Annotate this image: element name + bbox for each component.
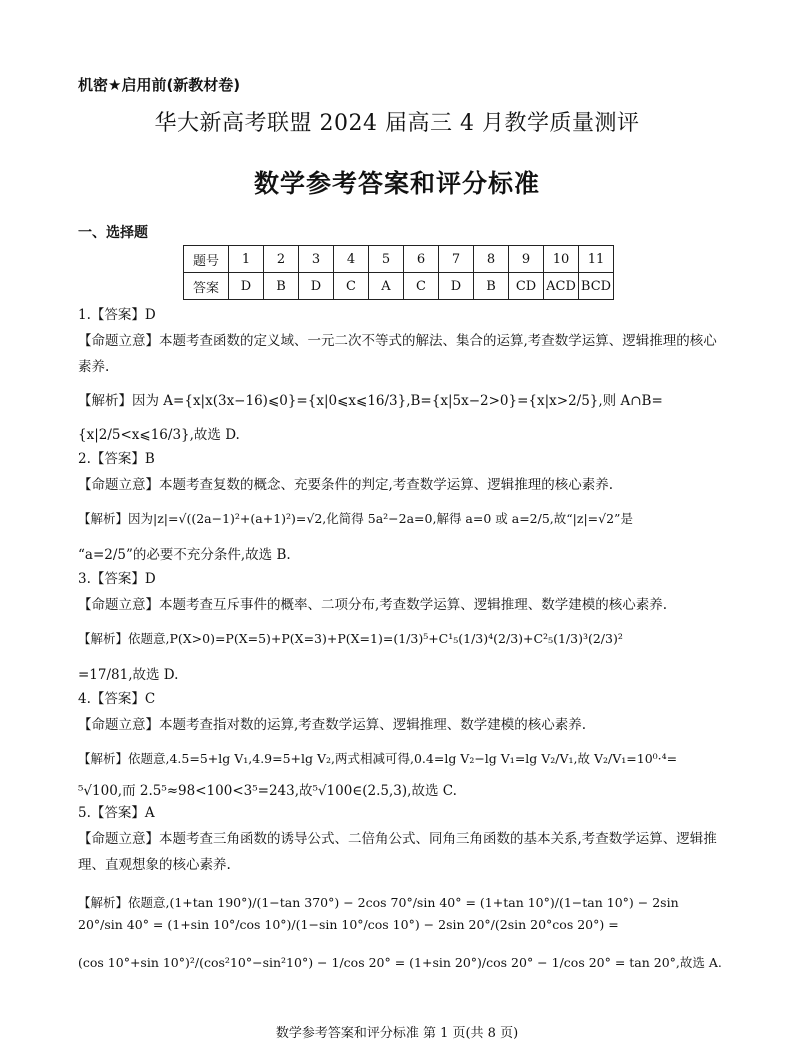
table-cell: D — [229, 273, 264, 300]
table-cell: 6 — [404, 246, 439, 273]
question-intent: 【命题立意】本题考查复数的概念、充要条件的判定,考查数学运算、逻辑推理的核心素养. — [78, 477, 614, 493]
table-cell: D — [439, 273, 474, 300]
question-intent: 【命题立意】本题考查三角函数的诱导公式、二倍角公式、同角三角函数的基本关系,考查数学运算、逻辑推理、直观想象的核心素养. — [78, 831, 717, 873]
table-cell: B — [264, 273, 299, 300]
question-answer: 5.【答案】A — [78, 805, 155, 821]
table-header-a: 答案 — [184, 273, 229, 300]
table-cell: 8 — [474, 246, 509, 273]
question-analysis: 【解析】因为 A={x|x(3x−16)⩽0}={x|0⩽x⩽16/3},B={x|5x−2>0}={x|x>2/5},则 A∩B= — [78, 393, 663, 409]
document-title: 华大新高考联盟 2024 届高三 4 月教学质量测评 — [154, 111, 640, 136]
table-cell: 11 — [579, 246, 614, 273]
question-analysis: 【解析】依题意,(1+tan 190°)/(1−tan 370°) − 2cos 70°/sin 40° = (1+tan 10°)/(1−tan 10°) − 2sin 20°/sin 40° = (1+sin 10°/cos 10°)/(1−sin 10°/cos 10°) − 2sin 20°/(2sin 20°cos 20°) = — [78, 895, 679, 932]
question-5 — [78, 800, 722, 976]
question-analysis-cont: ⁵√100,而 2.5⁵≈98<100<3⁵=243,故⁵√100∈(2.5,3),故选 C. — [78, 783, 457, 799]
question-analysis-cont: =17/81,故选 D. — [78, 667, 179, 683]
table-cell: C — [334, 273, 369, 300]
table-cell: 3 — [299, 246, 334, 273]
question-analysis: 【解析】因为|z|=√((2a−1)²+(a+1)²)=√2,化简得 5a²−2a=0,解得 a=0 或 a=2/5,故“|z|=√2”是 — [78, 511, 633, 526]
question-4 — [78, 686, 718, 804]
question-intent: 【命题立意】本题考查指对数的运算,考查数学运算、逻辑推理、数学建模的核心素养. — [78, 717, 587, 733]
table-cell: BCD — [579, 273, 614, 300]
table-cell: C — [404, 273, 439, 300]
table-cell: 2 — [264, 246, 299, 273]
question-3 — [78, 566, 718, 688]
question-1 — [78, 302, 718, 448]
question-intent: 【命题立意】本题考查函数的定义域、一元二次不等式的解法、集合的运算,考查数学运算、逻辑推理的核心素养. — [78, 333, 717, 375]
question-analysis: 【解析】依题意,4.5=5+lg V₁,4.9=5+lg V₂,两式相减可得,0.4=lg V₂−lg V₁=lg V₂/V₁,故 V₂/V₁=10⁰·⁴= — [78, 751, 678, 766]
question-answer: 4.【答案】C — [78, 691, 156, 707]
table-cell: 1 — [229, 246, 264, 273]
table-cell: 7 — [439, 246, 474, 273]
question-analysis-cont: (cos 10°+sin 10°)²/(cos²10°−sin²10°) − 1/cos 20° = (1+sin 20°)/cos 20° − 1/cos 20° = tan 20°,故选 A. — [78, 955, 722, 970]
secret-label: 机密★启用前(新教材卷) — [78, 76, 241, 94]
table-cell: 9 — [509, 246, 544, 273]
answer-table — [183, 245, 614, 300]
table-cell: D — [299, 273, 334, 300]
page-footer: 数学参考答案和评分标准 第 1 页(共 8 页) — [275, 1026, 519, 1041]
table-cell: A — [369, 273, 404, 300]
question-analysis-cont: “a=2/5”的必要不充分条件,故选 B. — [78, 547, 291, 563]
question-analysis-cont: {x|2/5<x⩽16/3},故选 D. — [78, 427, 240, 443]
answer-table-row-numbers — [184, 246, 614, 273]
document-subtitle: 数学参考答案和评分标准 — [253, 169, 540, 198]
table-header-q: 题号 — [184, 246, 229, 273]
question-analysis: 【解析】依题意,P(X>0)=P(X=5)+P(X=3)+P(X=1)=(1/3)⁵+C¹₅(1/3)⁴(2/3)+C²₅(1/3)³(2/3)² — [78, 631, 623, 646]
table-cell: CD — [509, 273, 544, 300]
question-answer: 3.【答案】D — [78, 571, 156, 587]
table-cell: 10 — [544, 246, 579, 273]
question-intent: 【命题立意】本题考查互斥事件的概率、二项分布,考查数学运算、逻辑推理、数学建模的核心素养. — [78, 597, 668, 613]
question-answer: 2.【答案】B — [78, 451, 155, 467]
question-answer: 1.【答案】D — [78, 307, 156, 323]
table-cell: ACD — [544, 273, 579, 300]
question-2 — [78, 446, 718, 568]
table-cell: B — [474, 273, 509, 300]
answer-table-row-answers — [184, 273, 614, 300]
section-title-choice: 一、选择题 — [78, 225, 148, 241]
table-cell: 5 — [369, 246, 404, 273]
table-cell: 4 — [334, 246, 369, 273]
